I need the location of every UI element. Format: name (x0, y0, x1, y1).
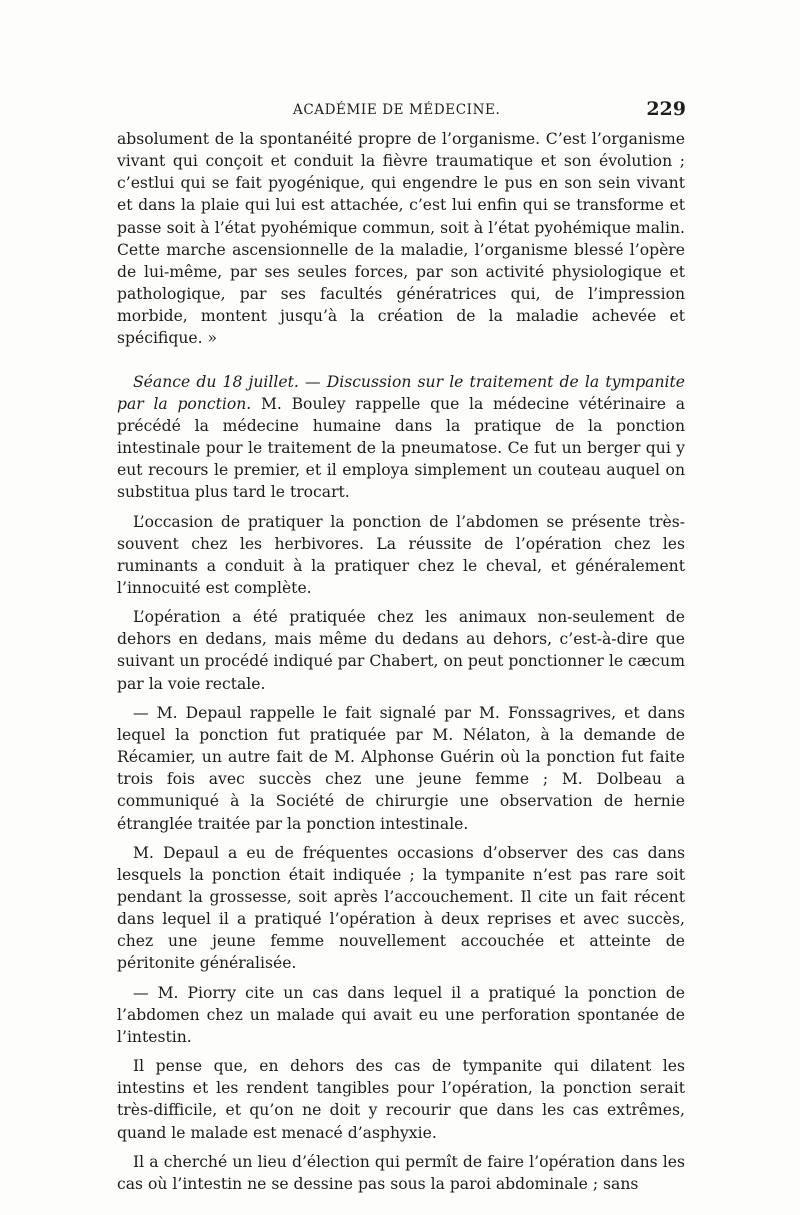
section-spacer (117, 357, 685, 371)
page-number: 229 (646, 98, 686, 120)
running-title: ACADÉMIE DE MÉDECINE. (293, 102, 501, 118)
paragraph: L’opération a été pratiquée chez les animaux non-seulement de dehors en dedans, mais même du dedans au dehors, c’est-à-dire que suivant un procédé indiqué par Chabert, on peut ponctionner le cæcum par la voie rectale. (117, 608, 685, 693)
paragraph: L’occasion de pratiquer la ponction de l’abdomen se présente très-souvent chez les herbivores. La réussite de l’opération chez les ruminants a conduit à la pratiquer chez le cheval, et généralement l’innocuité est complète. (117, 512, 685, 597)
body-text (117, 128, 685, 1202)
paragraph: M. Depaul a eu de fréquentes occasions d’observer des cas dans lesquels la ponction était indiquée ; la tympanite n’est pas rare soit pendant la grossesse, soit après l’accouchement. Il cite un fait récent dans lequel il a pratiqué l’opération à deux reprises et avec succès, chez une jeune femme nouvellement accouchée et atteinte de péritonite généralisée. (117, 843, 685, 973)
paragraph-seance (117, 371, 685, 504)
seance-text: M. Bouley rappelle que la médecine vétérinaire a précédé la médecine humaine dans la pratique de la ponction intestinale pour le traitement de la pneumatose. Ce fut un berger qui y eut recours le premier, et il employa simplement un couteau auquel on substitua plus tard le trocart. (117, 394, 685, 502)
paragraph: Il pense que, en dehors des cas de tympanite qui dilatent les intestins et les rendent tangibles pour l’opération, la ponction serait très-difficile, et qu’on ne doit y recourir que dans les cas extrêmes, quand le malade est menacé d’asphyxie. (117, 1057, 685, 1142)
paragraph: Il a cherché un lieu d’élection qui permît de faire l’opération dans les cas où l’intestin ne se dessine pas sous la paroi abdominale ; sans (117, 1152, 685, 1193)
paragraph: — M. Depaul rappelle le fait signalé par M. Fonssagrives, et dans lequel la ponction fut pratiquée par M. Nélaton, à la demande de Récamier, un autre fait de M. Alphonse Guérin où la ponction fut faite trois fois avec succès chez une jeune femme ; M. Dolbeau a communiqué à la Société de chirurgie une observation de hernie étranglée traitée par la ponction intestinale. (117, 703, 685, 833)
seance-heading: Séance du 18 juillet. — Discussion sur le traitement de la tympanite par la ponction. (117, 372, 685, 413)
paragraph: — M. Piorry cite un cas dans lequel il a pratiqué la ponction de l’abdomen chez un malade qui avait eu une perforation spontanée de l’intestin. (117, 983, 685, 1046)
paragraph-continuation: absolument de la spontanéité propre de l’organisme. C’est l’organisme vivant qui conçoit et conduit la fièvre traumatique et son évolution ; c’estlui qui se fait pyogénique, qui engendre le pus en son sein vivant et dans la plaie qui lui est attachée, c’est lui enfin qui se transforme et passe soit à l’état pyohémique commun, soit à l’état pyohémique malin. Cette marche ascensionnelle de la maladie, l’organisme blessé l’opère de lui-même, par ses seules forces, par son activité physiologique et pathologique, par ses facultés génératrices qui, de l’impression morbide, montent jusqu’à la création de la maladie achevée et spécifique. » (117, 130, 685, 348)
page-header (118, 98, 686, 128)
